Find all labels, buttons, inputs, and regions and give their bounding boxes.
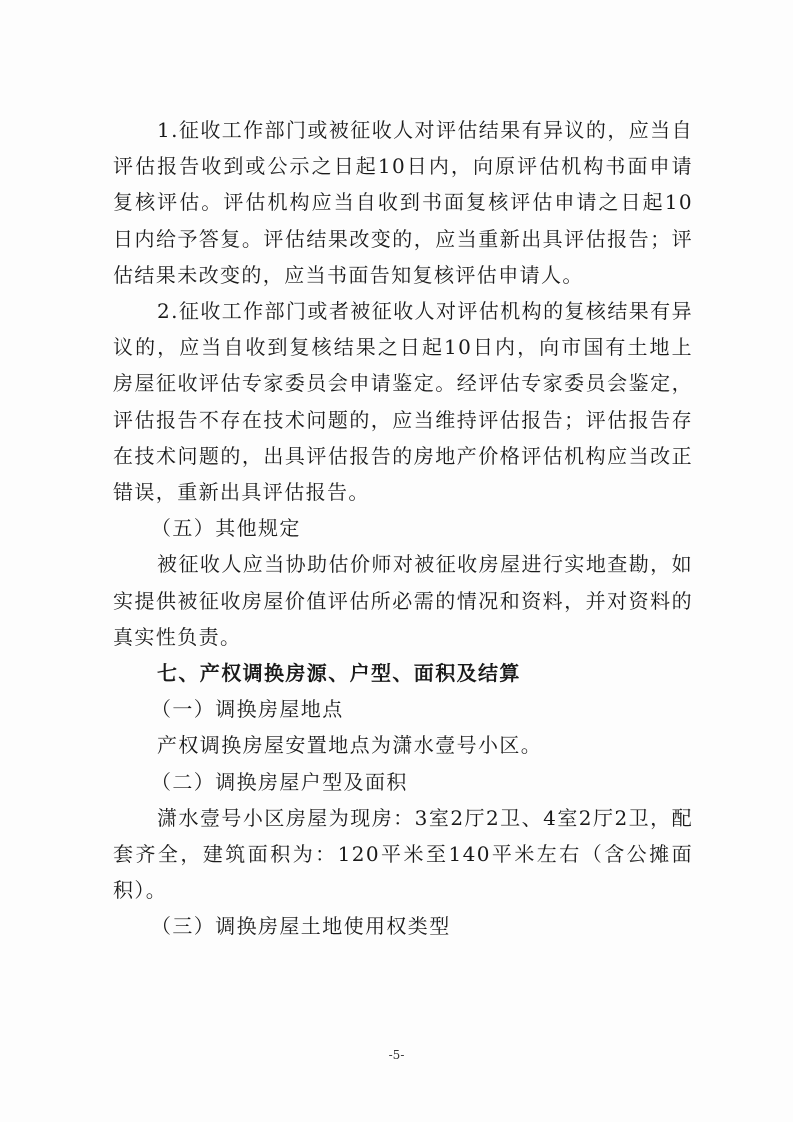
paragraph-unit-type-area: 潇水壹号小区房屋为现房：3室2厅2卫、4室2厅2卫，配套齐全，建筑面积为：120平米至140平米左右（含公摊面积）。 [113,805,693,903]
subheading-land-use-type: （三）调换房屋土地使用权类型 [151,914,451,939]
paragraph-exchange-location: 产权调换房屋安置地点为潇水壹号小区。 [157,733,543,758]
paragraph-expert-appraisal: 2.征收工作部门或者被征收人对评估机构的复核结果有异议的，应当自收到复核结果之日起10日内，向市国有土地上房屋征收评估专家委员会申请鉴定。经评估专家委员会鉴定，评估报告不存在技术问题的，应当维持评估报告；评估报告存在技术问题的，出具评估报告的房地产价格评估机构应当改正错误，重新出具评估报告。 [113,299,693,505]
paragraph-review-appraisal: 1.征收工作部门或被征收人对评估结果有异议的，应当自评估报告收到或公示之日起10日内，向原评估机构书面申请复核评估。评估机构应当自收到书面复核评估申请之日起10日内给予答复。评估结果改变的，应当重新出具评估报告；评估结果未改变的，应当书面告知复核评估申请人。 [113,118,693,287]
subheading-other-provisions: （五）其他规定 [151,516,301,541]
paragraph-cooperation: 被征收人应当协助估价师对被征收房屋进行实地查勘，如实提供被征收房屋价值评估所必需的情况和资料，并对资料的真实性负责。 [113,552,693,649]
page-number: -5- [388,1048,405,1062]
section-heading-property-exchange: 七、产权调换房源、户型、面积及结算 [157,661,521,686]
document-body [113,112,693,945]
subheading-exchange-location: （一）调换房屋地点 [151,697,344,722]
subheading-unit-type-area: （二）调换房屋户型及面积 [151,769,408,794]
